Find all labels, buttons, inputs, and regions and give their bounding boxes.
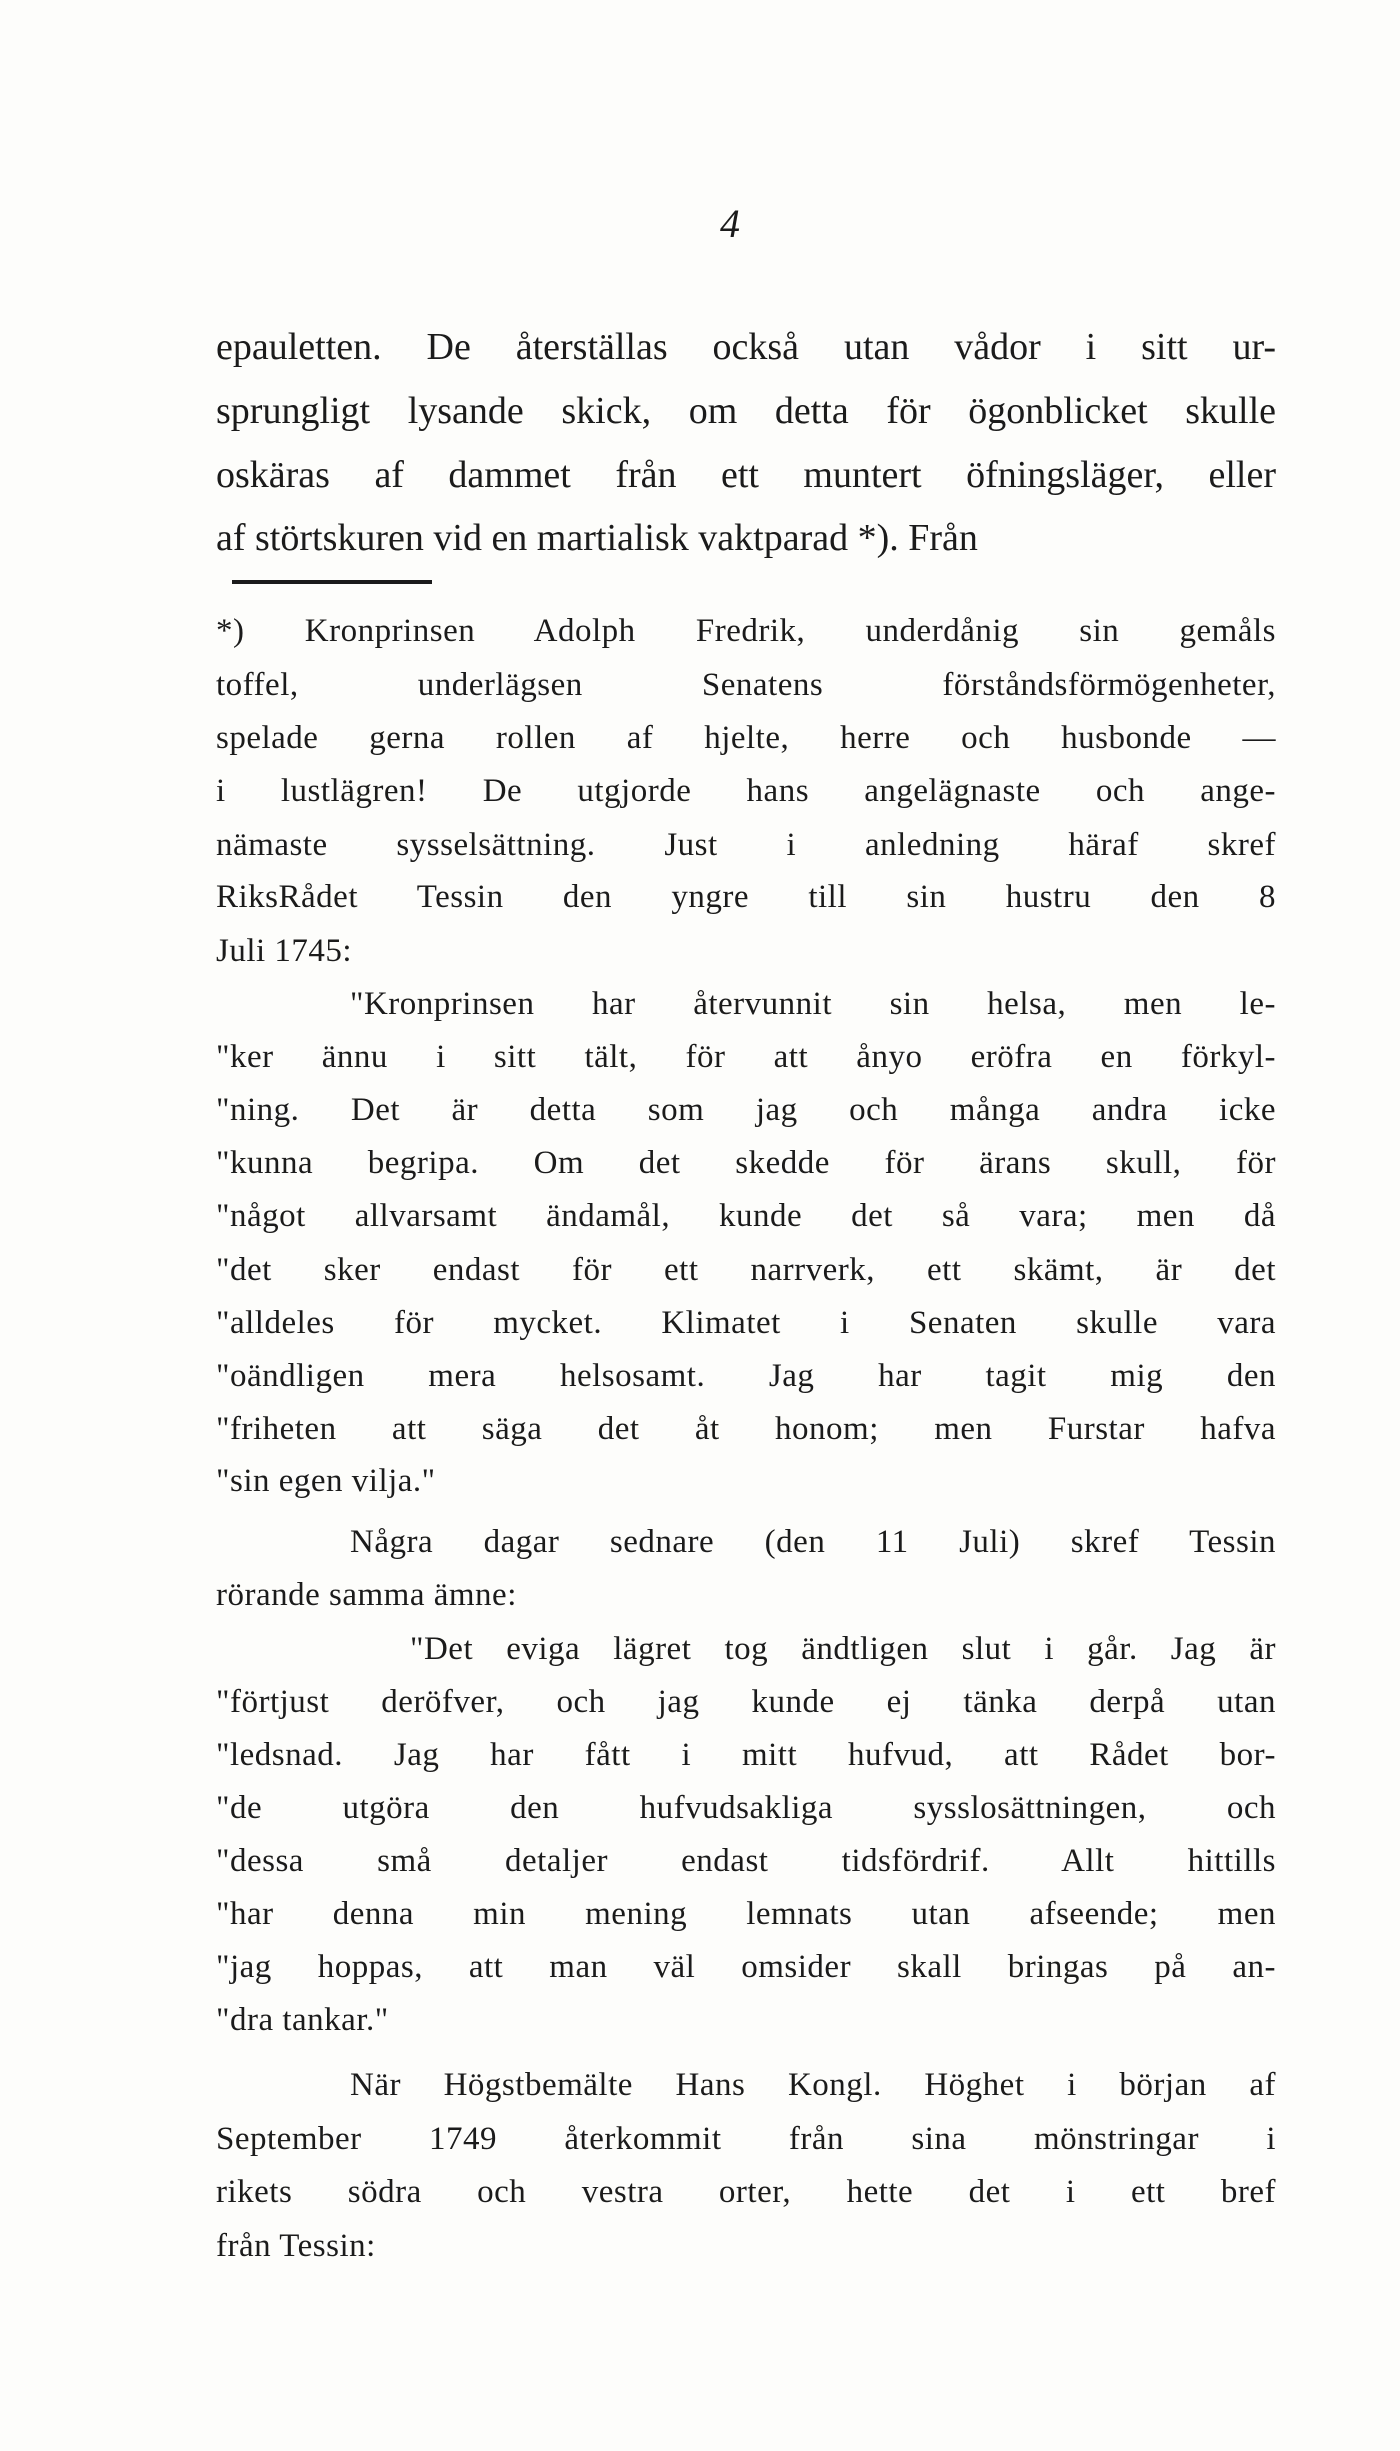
footnote-quote-line: "dra tankar." <box>216 2002 389 2038</box>
footnote-quote-line: "Kronprinsen har återvunnit sin helsa, men le- <box>350 986 1276 1022</box>
footnote-quote-line: "förtjust deröfver, och jag kunde ej tänka derpå utan <box>216 1684 1276 1720</box>
footnote-quote-line: "ker ännu i sitt tält, för att ånyo eröfra en förkyl- <box>216 1039 1276 1075</box>
footnote-quote-line: "kunna begripa. Om det skedde för ärans skull, för <box>216 1145 1276 1181</box>
footnote-line: RiksRådet Tessin den yngre till sin hustru den 8 <box>216 879 1276 915</box>
footnote-quote-line: "sin egen vilja." <box>216 1463 436 1499</box>
footnote-quote-line: "alldeles för mycket. Klimatet i Senaten skulle vara <box>216 1305 1276 1341</box>
footnote-divider <box>232 580 432 584</box>
footnote-line: *) Kronprinsen Adolph Fredrik, underdånig sin gemåls <box>216 613 1276 649</box>
footnote-line: nämaste sysselsättning. Just i anledning häraf skref <box>216 827 1276 863</box>
page-number: 4 <box>720 201 740 246</box>
footnote-quote-line: "dessa små detaljer endast tidsfördrif. Allt hittills <box>216 1843 1276 1879</box>
footnote-line: September 1749 återkommit från sina mönstringar i <box>216 2121 1276 2157</box>
footnote-quote-line: "något allvarsamt ändamål, kunde det så vara; men då <box>216 1198 1276 1234</box>
footnote-line: Juli 1745: <box>216 933 353 969</box>
footnote-quote-line: "oändligen mera helsosamt. Jag har tagit mig den <box>216 1358 1276 1394</box>
footnote-quote-line: "ledsnad. Jag har fått i mitt hufvud, att Rådet bor- <box>216 1737 1276 1773</box>
main-text-line: sprungligt lysande skick, om detta för ögonblicket skulle <box>216 390 1276 432</box>
footnote-line: från Tessin: <box>216 2228 376 2264</box>
footnote-quote-line: "de utgöra den hufvudsakliga sysslosättningen, och <box>216 1790 1276 1826</box>
footnote-line: När Högstbemälte Hans Kongl. Höghet i början af <box>350 2067 1276 2103</box>
footnote-quote-line: "ning. Det är detta som jag och många andra icke <box>216 1092 1276 1128</box>
main-text-line: epauletten. De återställas också utan vådor i sitt ur- <box>216 326 1276 368</box>
main-text-line: oskäras af dammet från ett muntert öfningsläger, eller <box>216 454 1276 496</box>
footnote-line: rörande samma ämne: <box>216 1577 517 1613</box>
footnote-line: i lustlägren! De utgjorde hans angelägnaste och ange- <box>216 773 1276 809</box>
footnote-quote-line: "det sker endast för ett narrverk, ett skämt, är det <box>216 1252 1276 1288</box>
footnote-line: spelade gerna rollen af hjelte, herre och husbonde — <box>216 720 1276 756</box>
footnote-line: rikets södra och vestra orter, hette det i ett bref <box>216 2174 1276 2210</box>
footnote-line: toffel, underlägsen Senatens förståndsförmögenheter, <box>216 667 1276 703</box>
footnote-quote-line: "Det eviga lägret tog ändtligen slut i går. Jag är <box>410 1631 1276 1667</box>
footnote-line: Några dagar sednare (den 11 Juli) skref Tessin <box>350 1524 1276 1560</box>
main-text-line: af störtskuren vid en martialisk vaktparad *). Från <box>216 517 978 559</box>
footnote-quote-line: "friheten att säga det åt honom; men Furstar hafva <box>216 1411 1276 1447</box>
footnote-quote-line: "jag hoppas, att man väl omsider skall bringas på an- <box>216 1949 1276 1985</box>
footnote-quote-line: "har denna min mening lemnats utan afseende; men <box>216 1896 1276 1932</box>
